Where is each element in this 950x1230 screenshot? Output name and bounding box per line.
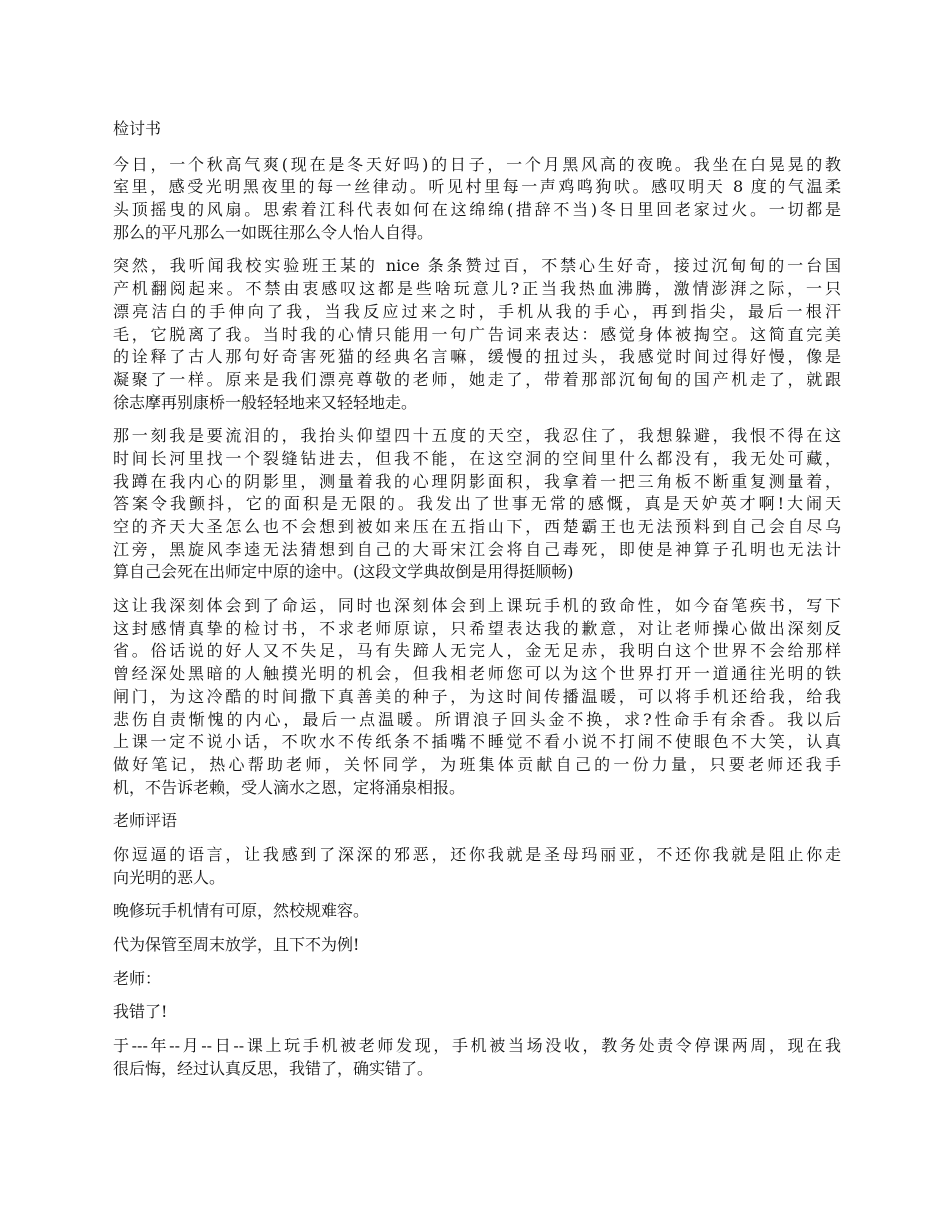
teacher-comment-heading xyxy=(113,810,841,833)
heading-text: 老师评语 xyxy=(113,811,178,831)
paragraph-final xyxy=(113,1035,841,1080)
text-line: 产机翻阅起来。不禁由衷感叹这都是些啥玩意儿?正当我热血沸腾，激情澎湃之际，一只 xyxy=(113,279,841,299)
text-line: 突然，我听闻我校实验班王某的 nice 条条赞过百，不禁心生好奇，接过沉甸甸的一台国 xyxy=(113,256,841,276)
text-line: 老师： xyxy=(113,968,162,988)
text-line: 你逗逼的语言，让我感到了深深的邪恶，还你我就是圣母玛丽亚，不还你我就是阻止你走 xyxy=(113,844,841,864)
paragraph-3 xyxy=(113,425,841,584)
text-line: 很后悔，经过认真反思，我错了，确实错了。 xyxy=(113,1058,434,1078)
title-text: 检讨书 xyxy=(113,119,162,138)
text-line: 这封感情真挚的检讨书，不求老师原谅，只希望表达我的歉意，对让老师操心做出深刻反 xyxy=(113,618,841,638)
text-line: 头顶摇曳的风扇。思索着江科代表如何在这绵绵(措辞不当)冬日里回老家过火。一切都是 xyxy=(113,200,841,220)
text-line: 这让我深刻体会到了命运，同时也深刻体会到上课玩手机的致命性，如今奋笔疾书，写下 xyxy=(113,596,841,616)
text-line: 我错了! xyxy=(113,1002,168,1022)
text-line: 上课一定不说小话，不吹水不传纸条不插嘴不睡觉不看小说不打闹不使眼色不大笑，认真 xyxy=(113,732,841,752)
paragraph-1 xyxy=(113,154,841,245)
text-line: 代为保管至周末放学，且下不为例! xyxy=(113,935,360,954)
text-line: 徐志摩再别康桥一般轻轻地来又轻轻地走。 xyxy=(113,392,418,412)
text-line: 机，不告诉老赖，受人滴水之恩，定将涌泉相报。 xyxy=(113,777,466,797)
text-line: 省。俗话说的好人又不失足，马有失蹄人无完人，金无足赤，我明白这个世界不会给那样 xyxy=(113,641,841,661)
text-line: 空的齐天大圣怎么也不会想到被如来压在五指山下，西楚霸王也无法预料到自己会自尽乌 xyxy=(113,517,841,536)
text-line: 凝聚了一样。原来是我们漂亮尊敬的老师，她走了，带着那部沉甸甸的国产机走了，就跟 xyxy=(113,369,841,389)
text-line: 晚修玩手机情有可原，然校规难容。 xyxy=(113,901,370,921)
text-line: 今日，一个秋高气爽(现在是冬天好吗)的日子，一个月黑风高的夜晚。我坐在白晃晃的教 xyxy=(113,154,841,174)
text-line: 于---年--月--日--课上玩手机被老师发现，手机被当场没收，教务处责令停课两周，现在我 xyxy=(113,1036,841,1056)
text-line: 闸门，为这冷酷的时间撒下真善美的种子，为这时间传播温暖，可以将手机还给我，给我 xyxy=(113,686,841,706)
paragraph-comment-2 xyxy=(113,900,841,923)
text-line: 做好笔记，热心帮助老师，关怀同学，为班集体贡献自己的一份力量，只要老师还我手 xyxy=(113,754,841,774)
text-line: 毛，它脱离了我。当时我的心情只能用一句广告词来表达：感觉身体被掏空。这简直完美 xyxy=(113,324,841,344)
text-line: 江旁，黑旋风李逵无法猜想到自己的大哥宋江会将自己毒死，即使是神算子孔明也无法计 xyxy=(113,539,841,559)
text-line: 漂亮洁白的手伸向了我，当我反应过来之时，手机从我的手心，再到指尖，最后一根汗 xyxy=(113,301,841,321)
text-line: 室里，感受光明黑夜里的每一丝律动。听见村里每一声鸡鸣狗吠。感叹明天 8 度的气温柔 xyxy=(113,177,841,197)
text-line: 那么的平凡那么一如既往那么令人怡人自得。 xyxy=(113,222,434,242)
text-line: 时间长河里找一个裂缝钻进去，但我不能，在这空洞的空间里什么都没有，我无处可藏， xyxy=(113,448,841,468)
document-body xyxy=(113,118,841,1091)
paragraph-comment xyxy=(113,844,841,889)
paragraph-2 xyxy=(113,255,841,414)
text-line: 悲伤自责惭愧的内心，最后一点温暖。所谓浪子回头金不换，求?性命手有余香。我以后 xyxy=(113,709,841,729)
paragraph-apology xyxy=(113,1001,841,1024)
text-line: 算自己会死在出师定中原的途中。(这段文学典故倒是用得挺顺畅) xyxy=(113,562,574,582)
document-title xyxy=(113,118,841,141)
text-line: 那一刻我是要流泪的，我抬头仰望四十五度的天空，我忍住了，我想躲避，我恨不得在这 xyxy=(113,426,841,446)
text-line: 我蹲在我内心的阴影里，测量着我的心理阴影面积，我拿着一把三角板不断重复测量着， xyxy=(113,471,841,491)
text-line: 曾经深处黑暗的人触摸光明的机会，但我相老师您可以为这个世界打开一道通往光明的铁 xyxy=(113,664,841,684)
text-line: 答案令我颤抖，它的面积是无限的。我发出了世事无常的感慨，真是天妒英才啊!大闹天 xyxy=(113,494,841,514)
text-line: 的诠释了古人那句好奇害死猫的经典名言嘛，缓慢的扭过头，我感觉时间过得好慢，像是 xyxy=(113,347,841,367)
salutation xyxy=(113,968,841,991)
paragraph-4 xyxy=(113,595,841,799)
paragraph-comment-3 xyxy=(113,934,841,957)
text-line: 向光明的恶人。 xyxy=(113,867,226,887)
